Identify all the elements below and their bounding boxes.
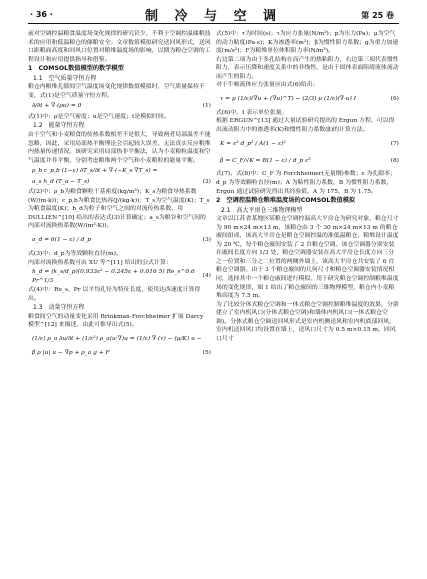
equation-number: (2) bbox=[202, 178, 211, 185]
equation bbox=[28, 233, 211, 248]
equation bbox=[216, 136, 399, 151]
right-column bbox=[216, 30, 399, 343]
subsection-heading: 2.1 高大平房仓三维物理模型 bbox=[221, 206, 303, 214]
body-paragraph: 式(7)、式(8)中：C_F 为 Forchheimer(无量纲)参数；ε 为孔隙率；d_p 为等效颗粒直径(m)；A 为粘性阻力系数，B 为惯性阻力系数，Ergun 通过试验研究得出其经验值，A 为 175，B 为 1.75。 bbox=[216, 171, 396, 195]
equation-number: (4) bbox=[202, 273, 211, 280]
equation-number: (3) bbox=[202, 237, 211, 244]
body-paragraph: 右边第二项为由于多孔结构在而产生的热粘阻力，右边第三项代表惯性阻力，表示压降和速度关系中的非线性，是由于固体表面阻碍流体流动而产生的阻力。 bbox=[216, 56, 399, 80]
body-paragraph: 为了比较分体式粮仓空调和一体式粮仓空调控制粮堆温度的效果，分别建立了室内机风口(分体式粮仓空调)和墙体内机风口(一体式粮仓空调)。分体式粮仓空调送回风形式是室内机侧送风和室内机底部回风，室内机送回风口均设置在墙上，送风口尺寸为 0.5 m×0.15 m，回风口尺寸 bbox=[216, 301, 399, 342]
body-paragraph: 前对空调控温粮食温度场变化规律的研究甚少，不利于空调控温储粮技术的应用和低温粮仓的储粮安全。文章数值模拟研究送回风形式，送风口距粮面高度和回风口位置对粮堆温度场的影响，以期为粮仓空调的工程设计和应用提供指导和借鉴。 bbox=[28, 31, 211, 63]
subsection-heading: 1.2 能量守恒方程 bbox=[33, 122, 85, 130]
page-header bbox=[0, 0, 427, 22]
subsection-heading: 1.3 动量守恒方程 bbox=[33, 304, 85, 312]
equation-expression: β = C_F/√K = B(1 − ε) / d_p ε³ bbox=[220, 157, 311, 164]
equation bbox=[28, 178, 211, 187]
body-paragraph: 对于牛顿流体应力张量应由式(6)给出： bbox=[216, 82, 319, 89]
equation bbox=[216, 153, 399, 168]
equation-expression: a_s h_d (T_a − T_s) bbox=[32, 178, 90, 185]
section-heading: 1 COMSOL数值模型的数学模型 bbox=[28, 65, 124, 73]
equation-expression: a_d = 6(1 − ε) / d_p bbox=[32, 237, 92, 244]
equation bbox=[28, 349, 211, 358]
equation bbox=[28, 167, 211, 176]
body-paragraph: 式(2)中：ρ_b为粮食颗粒干基密度(kg/m³)；K_s为粮食导热系数(W/(m·k))；c_p,b为粮食比热容(J/(kg·k))；T_s为空气温度(K)；T_s为粮食温度(K)；h_d为粒子和空气之间的对流传热系数，用 DULLIEN^[10] 给出的表达式(3)计算确定；a_s为粮谷和空气间的内部对流换热系数(W/(m²·K))。 bbox=[28, 189, 210, 230]
body-paragraph: 式(4)中：Re_s、Pr 以平均孔径为特征长度，使用达西速度计算得出。 bbox=[28, 287, 201, 302]
equation-expression: ρ_b c_p,b (1−ε) ∂T_s/∂t + ∇·(−K_s ∇T_s) = bbox=[32, 168, 158, 175]
body-paragraph: 式(5)中：τ为时间(s)；τ为应力张量(N/m²)；p为压力(Pa)；μ为空气的动力粘度(Pa·s)；K为渗透率(m²)；β为惯性阻力系数；g为重力加速度(m/s²)；F为粮堆单位体积阻力率(N/m³)。 bbox=[216, 31, 399, 55]
journal-title: 制 冷 与 空 调 bbox=[144, 9, 283, 24]
equation bbox=[28, 269, 211, 284]
equation-expression: (1/ε) ρ_a ∂u/∂t + (1/ε²) ρ_a(u·∇)u = (1/ε) ∇·(τ) − (μ/K) u − bbox=[32, 336, 202, 343]
body-paragraph: 粮仓内粮堆孔隙间空气温度场变化规律数值模拟时，空气质量保持不变，式(1)是空气质量守恒方程。 bbox=[28, 84, 205, 99]
body-paragraph: 式(3)中：d_p为等效颗粒直径(m)。 bbox=[28, 251, 122, 258]
header-rule bbox=[28, 23, 399, 24]
equation bbox=[216, 92, 399, 107]
volume-label: 第 25 卷 bbox=[361, 11, 394, 20]
equation-number: (8) bbox=[390, 157, 399, 164]
equation-number: (7) bbox=[390, 140, 399, 147]
equation-number: (6) bbox=[390, 96, 399, 103]
equation bbox=[28, 102, 211, 111]
body-paragraph: 根据 ERGUN^[13] 通过大量试验研究提出的 Ergun 方程，可以得出流动阻力中的渗透率(K)和惯性阻力系数(β)的计算方法。 bbox=[216, 118, 395, 133]
equation-expression: ∂/∂t + ∇·(ρu) = 0 bbox=[32, 103, 82, 110]
equation-number: (5) bbox=[202, 349, 211, 356]
body-paragraph: 内部对流换热系数可由 XU 等^[11] 给出的公式计算： bbox=[28, 259, 172, 266]
body-paragraph: 粮食间空气的动量变化采用 Brinkman-Forchheimer 扩展 Darcy 模型^[12] 来描述，由此可推导出式(5)。 bbox=[28, 313, 204, 329]
equation-expression: h_d = (k_s/d_p)(0.933ε² − 0.245ε + 0.016 5) Re_s^0.6 Pr^1/3 bbox=[32, 269, 195, 284]
body-paragraph: 式(6)中，I 表示单位张量。 bbox=[216, 109, 288, 116]
equation bbox=[28, 332, 211, 347]
left-column bbox=[28, 30, 211, 359]
section-heading: 2 空调控温粮仓粮堆温度场的COMSOL数值模拟 bbox=[216, 197, 356, 205]
body-paragraph: 由于空气和小麦粮食的传热系数相差不是很大，导致两者局部温差不能忽略，因此，采用局部热平衡理论会引起较大误差，无法真实反应粮堆内热量传递情况。该研究采用局部热非平衡法，认为小麦粮粒温度和空气温度并非平衡，分别考虑粮堆两个空气和小麦粮粒的能量平衡。 bbox=[28, 132, 211, 164]
body-paragraph: 式(1)中：ρ是空气密度；u是空气速度；t是模拟时间。 bbox=[28, 113, 170, 120]
equation-number: (1) bbox=[202, 103, 211, 110]
body-paragraph: 文章以江苏省某地区某粮仓空调控温高大平房仓为研究对象，粮仓尺寸为 90 m×24 m×13 m，该粮仓由 3 个 30 m×24 m×13 m 的粮仓廒间组成，该高大平房仓是粮仓空调控温的准低温粮仓，粮堆设计温度为 20 ℃，每个粮仓廒间安装了 2 台粮仓空调。该仓空调器分别安装在廒间长度方向 1/3 处，粮仓空调器安装在高大平房仓长度方向三分之一位置和三分之二位置的两侧外墙上，该高大平房仓共安装了 6 台粮仓空调器。由于 3 个粮仓廒间的几何尺寸和粮仓空调器安装情况相同，选择其中一个粮仓廒间进行模拟，用于研究粮仓空调控制粮堆温度场的变化规律，图 1 给出了粮仓廒间的三维物理模型，粮仓内小麦粮堆高度为 7.5 m。 bbox=[216, 216, 399, 300]
equation-expression: τ = μ (1/ε)(∇u + (∇u)^T) − (2/3) μ (1/ε)(∇·u) I bbox=[220, 96, 357, 103]
equation-expression: β ρ |u| u − ∇p + ρ_a g + F bbox=[32, 349, 110, 356]
page-number: · 36 · bbox=[30, 10, 53, 19]
subsection-heading: 1.1 空气质量守恒方程 bbox=[33, 74, 97, 82]
equation-expression: K = ε³ d_p² / A(1 − ε)² bbox=[220, 140, 286, 147]
